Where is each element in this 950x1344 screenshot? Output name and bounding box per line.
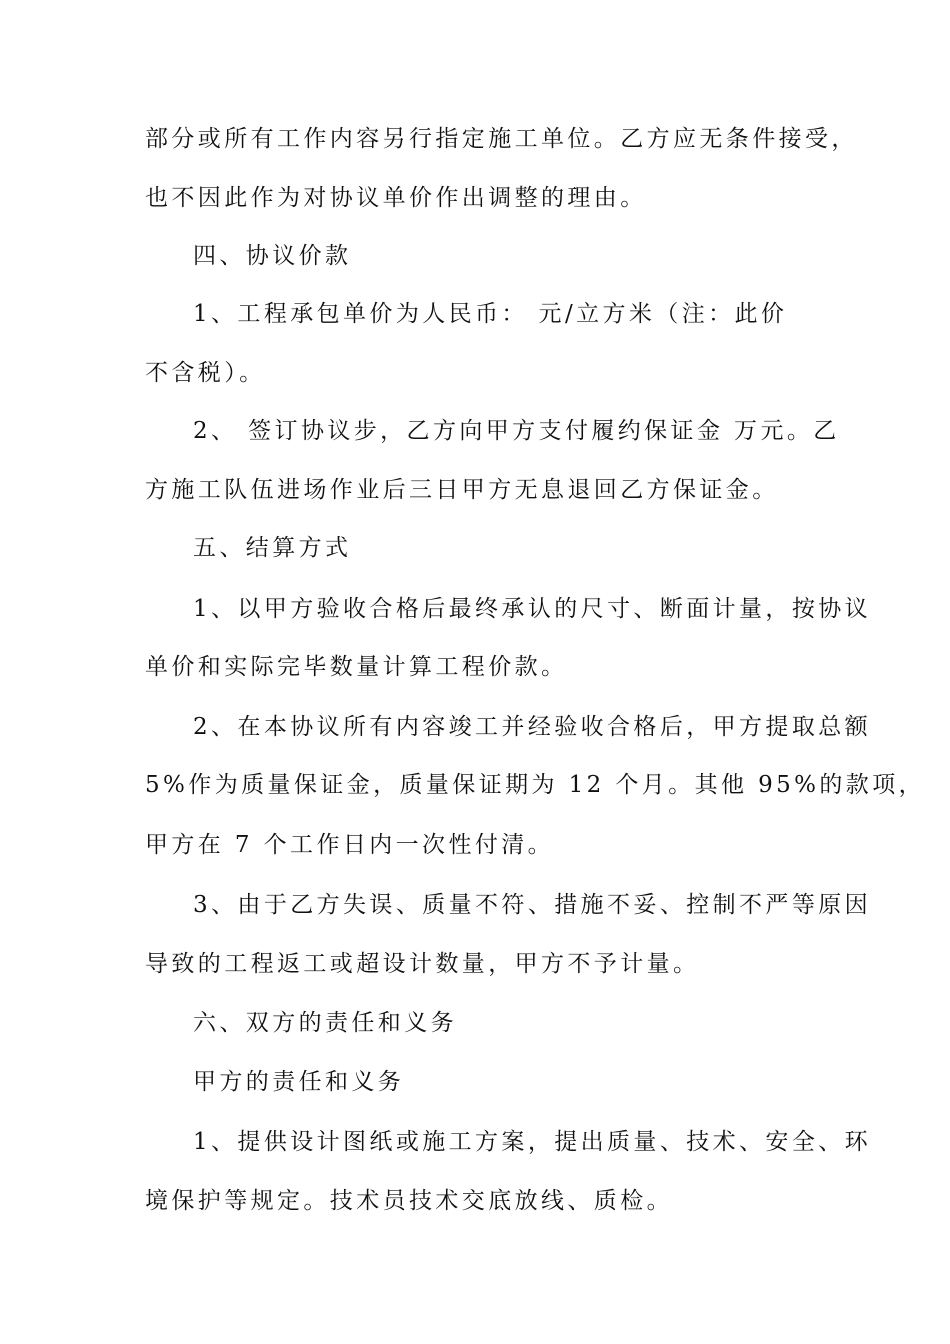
text-line: 部分或所有工作内容另行指定施工单位。乙方应无条件接受， [145, 126, 858, 152]
text-line: 导致的工程返工或超设计数量，甲方不予计量。 [145, 951, 700, 977]
text-line: 单价和实际完毕数量计算工程价款。 [145, 654, 568, 680]
text-line: 1、工程承包单价为人民币： 元/立方米（注：此价 [193, 301, 788, 327]
text-line: 5%作为质量保证金，质量保证期为 12 个月。其他 95%的款项， [145, 772, 926, 798]
text-line: 方施工队伍进场作业后三日甲方无息退回乙方保证金。 [145, 477, 779, 503]
section-heading: 五、结算方式 [193, 535, 352, 561]
text-line: 甲方在 7 个工作日内一次性付清。 [145, 832, 555, 858]
subsection-heading: 甲方的责任和义务 [193, 1069, 405, 1095]
text-line: 2、在本协议所有内容竣工并经验收合格后，甲方提取总额 [193, 714, 872, 740]
text-line: 1、提供设计图纸或施工方案，提出质量、技术、安全、环 [193, 1129, 872, 1155]
text-line: 1、以甲方验收合格后最终承认的尺寸、断面计量，按协议 [193, 596, 872, 622]
text-line: 也不因此作为对协议单价作出调整的理由。 [145, 185, 647, 211]
section-heading: 四、协议价款 [193, 243, 352, 269]
text-line: 不含税）。 [145, 360, 266, 386]
text-line: 境保护等规定。技术员技术交底放线、质检。 [145, 1188, 673, 1214]
section-heading: 六、双方的责任和义务 [193, 1010, 457, 1036]
text-line: 2、 签订协议步，乙方向甲方支付履约保证金 万元。乙 [193, 418, 840, 444]
text-line: 3、由于乙方失误、质量不符、措施不妥、控制不严等原因 [193, 892, 872, 918]
